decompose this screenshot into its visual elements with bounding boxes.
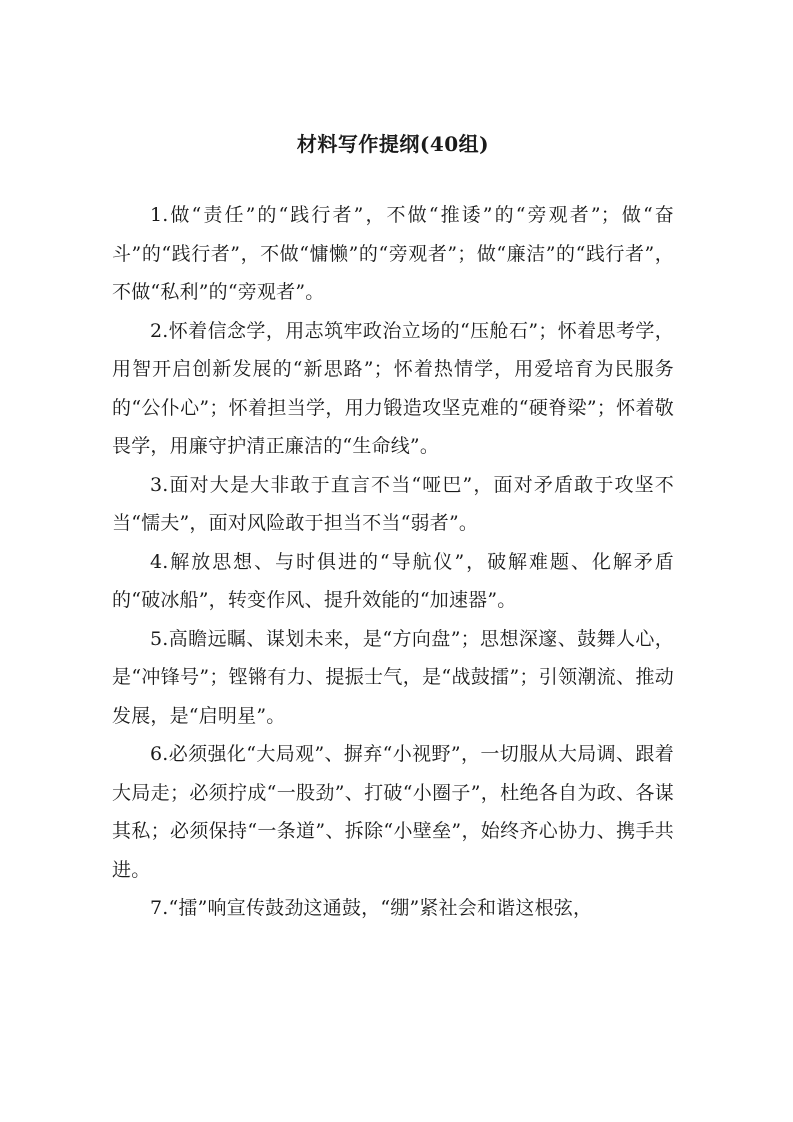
paragraph-1: 1.做“责任”的“践行者”，不做“推诿”的“旁观者”；做“奋斗”的“践行者”，不做“慵懒”的“旁观者”；做“廉洁”的“践行者”，不做“私利”的“旁观者”。 <box>112 204 674 303</box>
paragraph-6: 6.必须强化“大局观”、摒弃“小视野”，一切服从大局调、跟着大局走；必须拧成“一股劲”、打破“小圈子”，杜绝各自为政、各谋其私；必须保持“一条道”、拆除“小壁垒”，始终齐心协力、携手共进。 <box>112 743 674 881</box>
paragraph-4: 4.解放思想、与时俱进的“导航仪”，破解难题、化解矛盾的“破冰船”，转变作风、提升效能的“加速器”。 <box>112 550 674 611</box>
document-page <box>112 0 674 1122</box>
document-body <box>112 196 674 928</box>
paragraph-5: 5.高瞻远瞩、谋划未来，是“方向盘”；思想深邃、鼓舞人心，是“冲锋号”；铿锵有力、提振士气，是“战鼓擂”；引领潮流、推动发展，是“启明星”。 <box>112 627 674 727</box>
paragraph-2: 2.怀着信念学，用志筑牢政治立场的“压舱石”；怀着思考学，用智开启创新发展的“新思路”；怀着热情学，用爱培育为民服务的“公仆心”；怀着担当学，用力锻造攻坚克难的“硬脊梁”；怀着敬畏学，用廉守护清正廉洁的“生命线”。 <box>112 319 674 457</box>
paragraph-3: 3.面对大是大非敢于直言不当“哑巴”，面对矛盾敢于攻坚不当“懦夫”，面对风险敢于担当不当“弱者”。 <box>112 473 674 534</box>
document-title: 材料写作提纲(40组) <box>296 132 490 156</box>
paragraph-7: 7.“擂”响宣传鼓劲这通鼓，“绷”紧社会和谐这根弦， <box>150 897 593 919</box>
